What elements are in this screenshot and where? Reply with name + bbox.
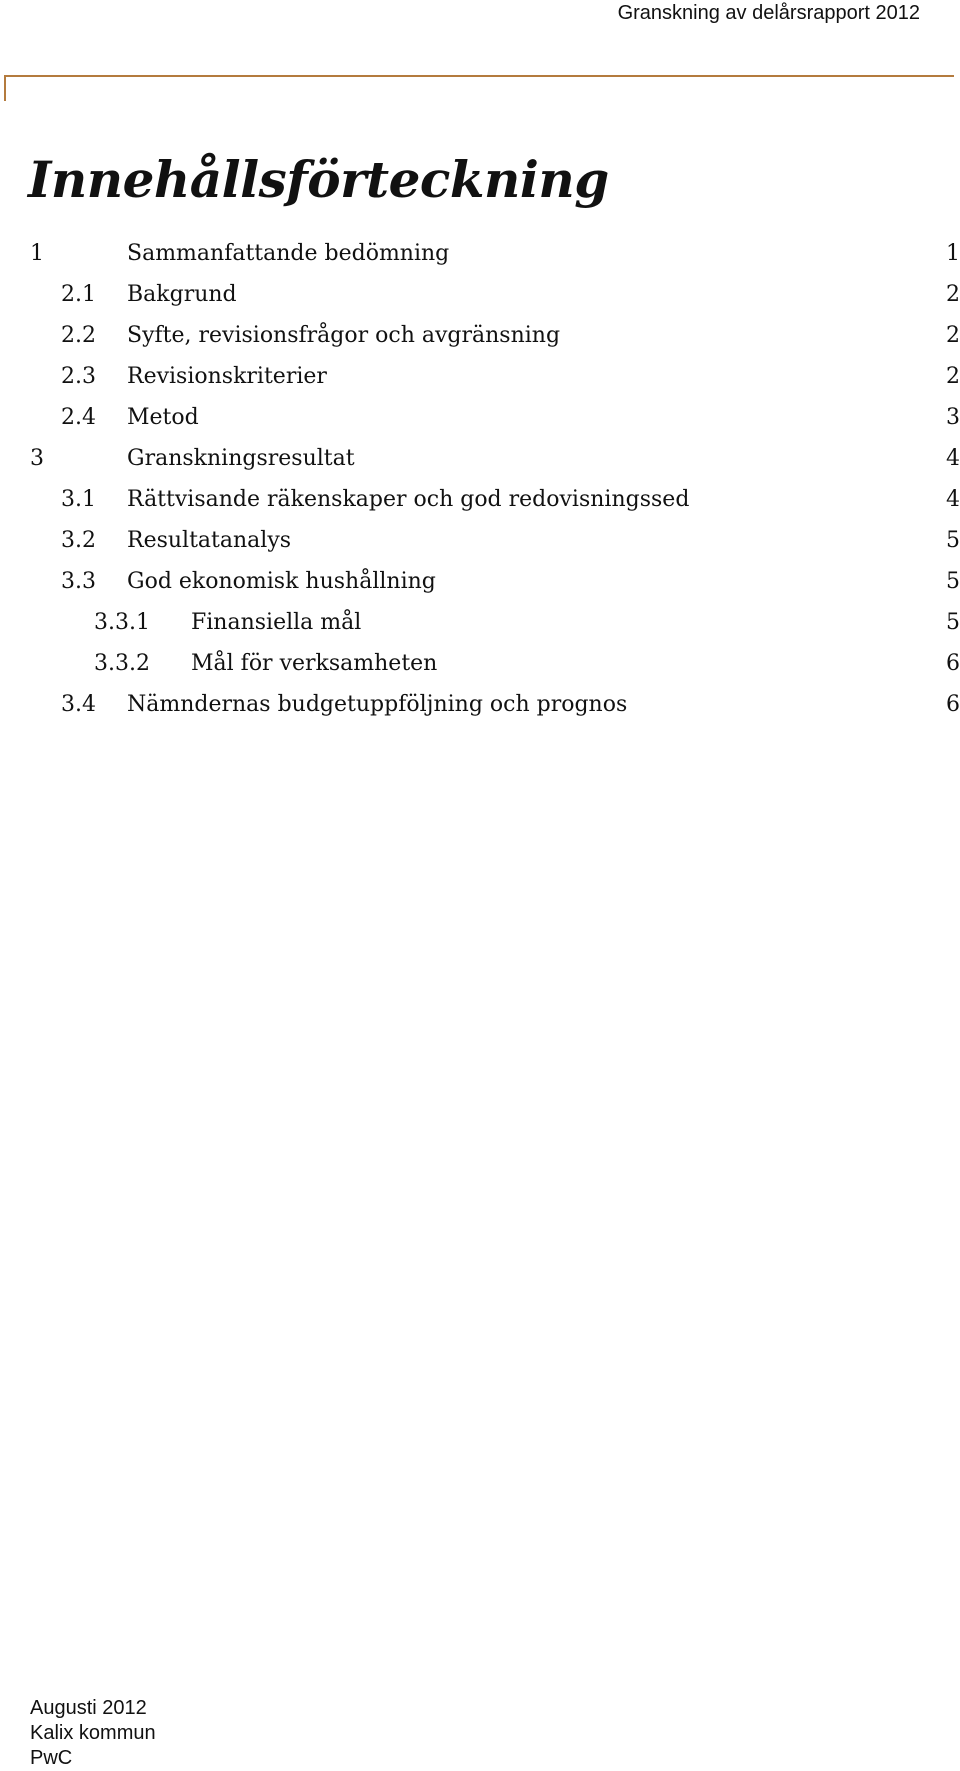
toc-entry-page: 4 [946, 487, 960, 512]
toc-entry-page: 2 [946, 282, 960, 307]
toc-entry[interactable] [0, 320, 960, 361]
header-rule [4, 75, 954, 77]
toc-heading: Innehållsförteckning [28, 150, 609, 209]
toc-entry-number: 3.4 [61, 692, 96, 717]
toc-entry-title[interactable]: Metod [127, 405, 199, 430]
toc-entry-title[interactable]: Mål för verksamheten [191, 651, 438, 676]
toc-entry[interactable] [0, 566, 960, 607]
toc-entry-page: 6 [946, 651, 960, 676]
toc-entry[interactable] [0, 279, 960, 320]
toc-entry-page: 2 [946, 364, 960, 389]
toc-entry-page: 4 [946, 446, 960, 471]
toc-entry[interactable] [0, 443, 960, 484]
toc-entry-page: 5 [946, 610, 960, 635]
toc-entry-number: 2.2 [61, 323, 96, 348]
footer-date: Augusti 2012 [30, 1697, 147, 1719]
toc-entry-page: 3 [946, 405, 960, 430]
toc-entry[interactable] [0, 607, 960, 648]
toc-entry-number: 3.1 [61, 487, 96, 512]
toc-entry-title[interactable]: God ekonomisk hushållning [127, 569, 436, 594]
toc-entry[interactable] [0, 238, 960, 279]
toc-entry-number: 2.1 [61, 282, 96, 307]
toc-entry-title[interactable]: Bakgrund [127, 282, 237, 307]
toc-entry-number: 2.4 [61, 405, 96, 430]
toc-entry-page: 5 [946, 569, 960, 594]
toc-entry-title[interactable]: Granskningsresultat [127, 446, 355, 471]
toc-entry-number: 3.3.1 [94, 610, 150, 635]
toc-entry-title[interactable]: Syfte, revisionsfrågor och avgränsning [127, 323, 561, 348]
toc-entry[interactable] [0, 484, 960, 525]
toc-entry-title[interactable]: Rättvisande räkenskaper och god redovisningssed [127, 487, 690, 512]
toc-entry-page: 1 [946, 241, 960, 266]
toc-entry-page: 5 [946, 528, 960, 553]
toc-entry-number: 3.2 [61, 528, 96, 553]
toc-entry[interactable] [0, 402, 960, 443]
toc-entry[interactable] [0, 361, 960, 402]
toc-entry-number: 2.3 [61, 364, 96, 389]
toc-entry-title[interactable]: Sammanfattande bedömning [127, 241, 450, 266]
toc-entry-title[interactable]: Finansiella mål [191, 610, 362, 635]
toc-entry-title[interactable]: Revisionskriterier [127, 364, 327, 389]
toc-entry-page: 2 [946, 323, 960, 348]
toc-entry[interactable] [0, 525, 960, 566]
toc-entry-number: 3.3 [61, 569, 96, 594]
toc-entry-number: 1 [30, 241, 44, 266]
toc-entry-number: 3.3.2 [94, 651, 150, 676]
toc-entry[interactable] [0, 648, 960, 689]
footer-client: Kalix kommun [30, 1722, 156, 1744]
header-rule-corner [4, 75, 6, 101]
toc-entry[interactable] [0, 689, 960, 730]
toc-entry-number: 3 [30, 446, 44, 471]
footer-block [30, 1696, 156, 1771]
toc-entry-page: 6 [946, 692, 960, 717]
running-header-title: Granskning av delårsrapport 2012 [617, 2, 920, 24]
toc-entry-title[interactable]: Resultatanalys [127, 528, 292, 553]
footer-firm: PwC [30, 1747, 73, 1769]
toc-list [0, 238, 960, 730]
toc-entry-title[interactable]: Nämndernas budgetuppföljning och prognos [127, 692, 628, 717]
